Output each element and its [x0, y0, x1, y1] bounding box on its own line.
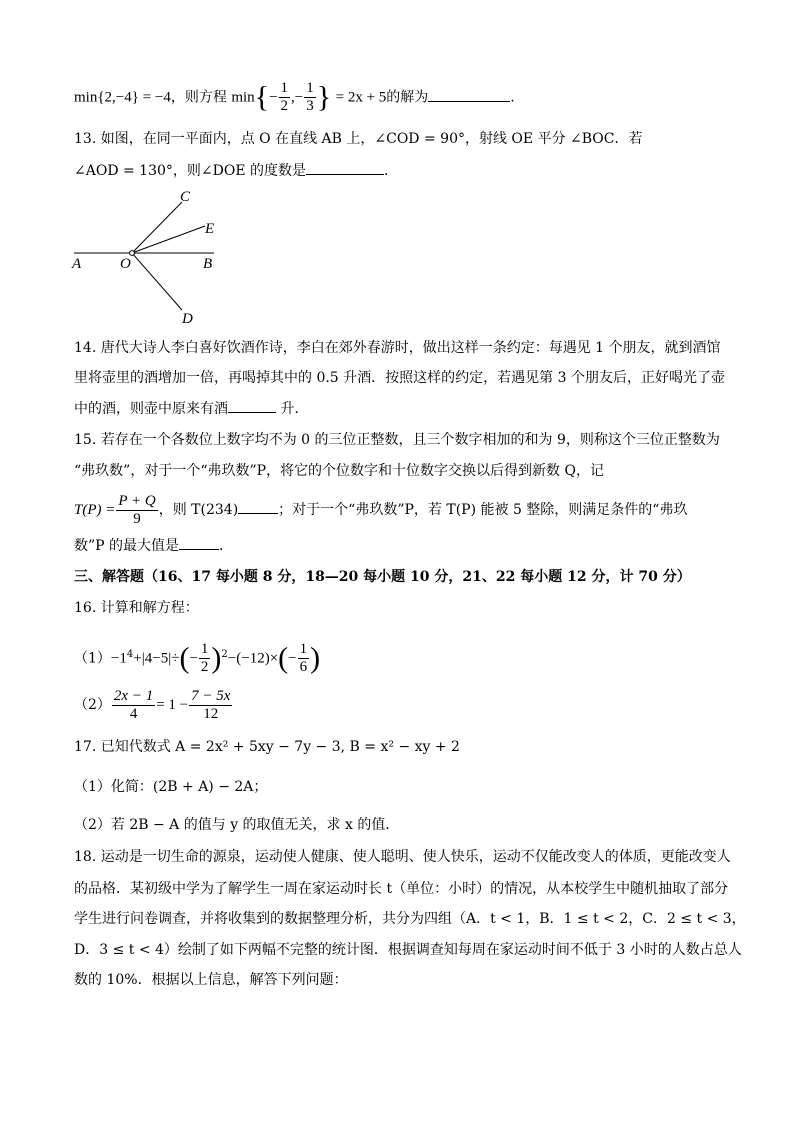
q15-line2: “弗玖数”，对于一个“弗玖数”P，将它的个位数字和十位数字交换以后得到新数 Q，记	[74, 463, 604, 479]
q14-answer-blank[interactable]	[228, 398, 276, 413]
q16-title: 16. 计算和解方程：	[74, 600, 199, 616]
q18-line2: 的品格．某初级中学为了解学生一周在家运动时长 t（单位：小时）的情况，从本校学生中随机抽取了部分	[74, 881, 729, 897]
ray-oc	[132, 202, 182, 253]
label-e: E	[205, 221, 215, 237]
q15-t-frac: $\frac{P + Q}{9}$	[118, 492, 156, 527]
q15-answer-blank-1[interactable]	[238, 499, 278, 514]
q18-line1: 18. 运动是一切生命的源泉，运动使人健康、使人聪明、使人快乐，运动不仅能改变人的体质，更能改变人	[74, 849, 731, 865]
q14-line3: 中的酒，则壶中原来有酒 升．	[74, 398, 308, 419]
q17-part1: （1）化简：(2B + A) − 2A；	[74, 779, 268, 795]
q15-answer-blank-2[interactable]	[179, 535, 219, 550]
q15-line3: T(P) = $\frac{P + Q}{9}$ ，则 T(234) ；对于一个“弗玖数”P，若 T(P) 能被 5 整除，则满足条件的“弗玖	[74, 492, 688, 527]
ray-oe	[132, 226, 205, 253]
q15-line1: 15. 若存在一个各数位上数字均不为 0 的三位正整数，且三个数字相加的和为 9，则称这个三位正整数为	[74, 432, 720, 448]
q16-part1: $(1)-1^4+|4-5|\div(-$ $\frac{1}{2}$ )$^2$−(−12)×(− $\frac{1}{6}$ )	[74, 641, 321, 676]
q12-text: ，则方程	[170, 89, 227, 106]
q17-title: 17. 已知代数式 A = 2x² + 5xy − 7y − 3, B = x² − xy + 2	[74, 739, 460, 755]
label-a: A	[72, 256, 82, 272]
point-o	[130, 251, 135, 256]
q12-frac-b: $\frac{1}{3}$	[306, 80, 314, 114]
q18-line3: 学生进行问卷调查，并将收集到的数据整理分析，共分为四组（A．t < 1，B．1 ≤ t < 2，C．2 ≤ t < 3，	[74, 911, 746, 927]
label-b: B	[203, 256, 213, 272]
section-3-heading: 三、解答题（16、17 每小题 8 分，18—20 每小题 10 分，21、22 每小题 12 分，计 70 分）	[74, 569, 691, 585]
q12-given: min{2,−4} = −4	[74, 89, 171, 106]
label-c: C	[180, 189, 191, 205]
q13-angle-figure	[66, 184, 226, 326]
label-o: O	[120, 256, 131, 272]
q15-line4: 数”P 的最大值是 ．	[74, 535, 233, 556]
q18-line5: 数的 10%．根据以上信息，解答下列问题：	[74, 972, 348, 988]
q16-part2: （2） $\frac{2x - 1}{4}$ = 1 − $\frac{7 - 5x}{12}$	[74, 687, 231, 722]
q13-answer-blank[interactable]	[306, 160, 384, 175]
q12-frac-a: $\frac{1}{2}$	[280, 80, 289, 114]
q12-answer-blank[interactable]	[428, 87, 510, 102]
q15-t-lhs: T(P) =	[74, 502, 116, 518]
q12-min: min	[231, 89, 255, 106]
q13-line1: 13. 如图，在同一平面内，点 O 在直线 AB 上，∠COD = 90°，射线 OE 平分 ∠BOC．若	[74, 131, 643, 147]
q13-line2: ∠AOD = 130°，则∠DOE 的度数是 ．	[74, 160, 398, 181]
label-d: D	[182, 311, 193, 326]
q12-rhs: = 2x + 5	[335, 89, 387, 106]
q14-line2: 里将壶里的酒增加一倍，再喝掉其中的 0.5 升酒．按照这样的约定，若遇见第 3 个朋友后，正好喝光了壶	[74, 370, 725, 386]
q18-line4: D．3 ≤ t < 4）绘制了如下两幅不完整的统计图．根据调查知每周在家运动时间不低于 3 小时的人数占总人	[74, 942, 742, 958]
q12-suffix: 的解为	[386, 89, 429, 106]
q12-line: min{2,−4} = −4，则方程 min{− $\frac{1}{2}$ ,− $\frac{1}{3}$ } = 2x + 5的解为 .	[74, 80, 515, 114]
ray-od	[132, 253, 182, 310]
q17-part2: （2）若 2B − A 的值与 y 的取值无关，求 x 的值．	[74, 817, 400, 833]
q14-line1: 14. 唐代大诗人李白喜好饮酒作诗，李白在郊外春游时，做出这样一条约定：每遇见 1 个朋友，就到酒馆	[74, 340, 721, 356]
